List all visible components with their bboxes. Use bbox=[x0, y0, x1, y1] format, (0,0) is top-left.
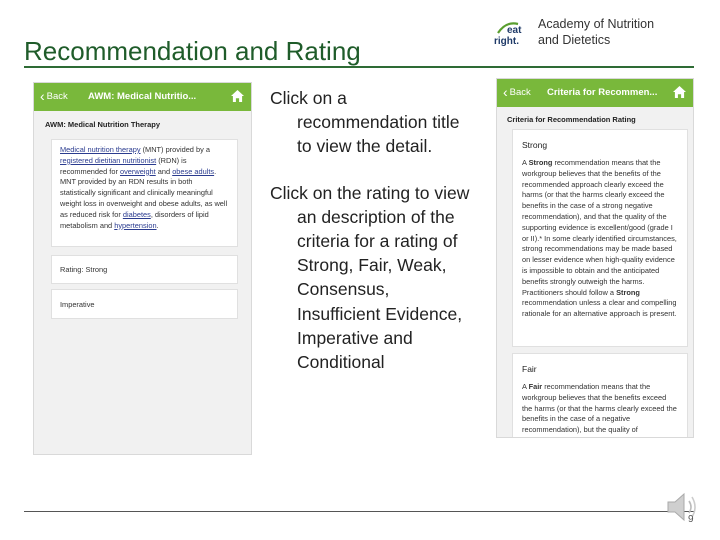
recommendation-card[interactable] bbox=[51, 139, 238, 247]
eat-right-logo-mark bbox=[492, 20, 536, 46]
rating-row[interactable] bbox=[51, 255, 238, 284]
back-label: Back bbox=[46, 90, 68, 102]
logo-text bbox=[538, 16, 654, 48]
screen-heading: Criteria for Recommendation Rating bbox=[507, 115, 636, 124]
logo-mark-bottom: right. bbox=[494, 36, 519, 46]
app-bar bbox=[497, 79, 693, 107]
chevron-left-icon: ‹ bbox=[503, 84, 508, 100]
link-hypertension[interactable]: hypertension bbox=[114, 220, 157, 230]
right-phone-screenshot bbox=[496, 78, 694, 438]
page-number: 9 bbox=[688, 514, 694, 525]
criteria-text-run: A bbox=[522, 158, 529, 167]
chevron-left-icon: ‹ bbox=[40, 88, 45, 104]
criteria-text-run: Practitioners should follow a bbox=[522, 287, 617, 297]
back-button[interactable] bbox=[503, 86, 531, 98]
rec-text-run: . bbox=[156, 220, 159, 230]
link-registered-dietitian[interactable]: registered dietitian nutritionist bbox=[60, 155, 157, 165]
left-phone-screenshot bbox=[33, 82, 252, 455]
rec-text-run: (RDN) is recommended for bbox=[60, 155, 187, 176]
slide-title: Recommendation and Rating bbox=[24, 36, 361, 66]
home-icon[interactable] bbox=[229, 88, 246, 104]
bullet-item: Click on the rating to view an description of the criteria for a rating of Strong, Fair, Weak, Consensus, Insufficient Evidence, Imperative and Conditional bbox=[270, 182, 470, 373]
academy-logo bbox=[492, 16, 672, 50]
bullet-item: Click on a recommendation title to view the detail. bbox=[270, 88, 460, 157]
logo-line-1: Academy of Nutrition bbox=[538, 17, 655, 31]
recommendation-text bbox=[60, 145, 229, 231]
app-bar-title: AWM: Medical Nutritio... bbox=[88, 91, 197, 102]
home-icon[interactable] bbox=[671, 84, 688, 100]
criteria-text-run: recommendation unless a clear and compelling rationale for an alternative approach is present. bbox=[522, 298, 677, 319]
criteria-text-strong bbox=[522, 158, 678, 320]
criteria-text-run: recommendation means that the workgroup believes that the benefits of the recommended approach clearly exceed the harms (or that the harms clearly exceed the benefits in the case of a strong negative recommendation), and that the quality of the supporting evidence is excellent/good (grade I or II).* In some clearly identified circumstances, strong recommendations may be made based on lesser evidence when high-quality evidence is impossible to obtain and the anticipated benefits strongly outweigh the harms. bbox=[522, 158, 677, 286]
back-label: Back bbox=[509, 86, 531, 98]
link-medical-nutrition-therapy[interactable]: Medical nutrition therapy bbox=[60, 145, 141, 154]
criteria-text-bold: Fair bbox=[528, 382, 543, 391]
rec-text-run: , disorders of lipid metabolism and bbox=[60, 209, 209, 230]
screen-heading: AWM: Medical Nutrition Therapy bbox=[45, 120, 161, 129]
criteria-text-bold: Strong bbox=[528, 158, 553, 167]
criteria-text-run: recommendation means that the workgroup believes that the benefits exceed the harms (or that the harms clearly exceed the benefits in the case of a negative recommendation), but the quality of bbox=[522, 382, 677, 435]
criteria-card-fair bbox=[512, 353, 688, 438]
app-bar-title: Criteria for Recommen... bbox=[547, 87, 658, 98]
instruction-bullets bbox=[270, 86, 470, 374]
back-button[interactable] bbox=[40, 90, 68, 102]
link-diabetes[interactable]: diabetes bbox=[122, 209, 151, 219]
rating-label: Rating: Strong bbox=[60, 265, 108, 274]
imperative-row[interactable] bbox=[51, 289, 238, 319]
logo-line-2: and Dietetics bbox=[538, 33, 611, 47]
criteria-title-fair: Fair bbox=[522, 364, 537, 374]
criteria-text-bold: Strong bbox=[616, 287, 640, 297]
title-underline bbox=[24, 66, 694, 68]
footer-rule bbox=[24, 511, 694, 512]
rec-text-run: . MNT provided by an RDN results in both statistically significant and clinically meaningful weight loss in overweight and obese adults, as well as reduced risk for bbox=[60, 166, 228, 219]
link-obese-adults[interactable]: obese adults bbox=[172, 166, 215, 176]
rec-text-run: (MNT) provided by a bbox=[140, 145, 210, 154]
speaker-icon[interactable] bbox=[662, 487, 702, 527]
criteria-card-strong bbox=[512, 129, 688, 347]
imperative-label: Imperative bbox=[60, 300, 95, 309]
link-overweight[interactable]: overweight bbox=[119, 166, 156, 176]
rec-text-run: and bbox=[155, 166, 173, 176]
criteria-text-run: A bbox=[522, 382, 529, 391]
criteria-title-strong: Strong bbox=[522, 140, 548, 150]
criteria-text-fair bbox=[522, 382, 678, 436]
app-bar bbox=[34, 83, 251, 111]
logo-mark-top: eat bbox=[507, 25, 522, 36]
